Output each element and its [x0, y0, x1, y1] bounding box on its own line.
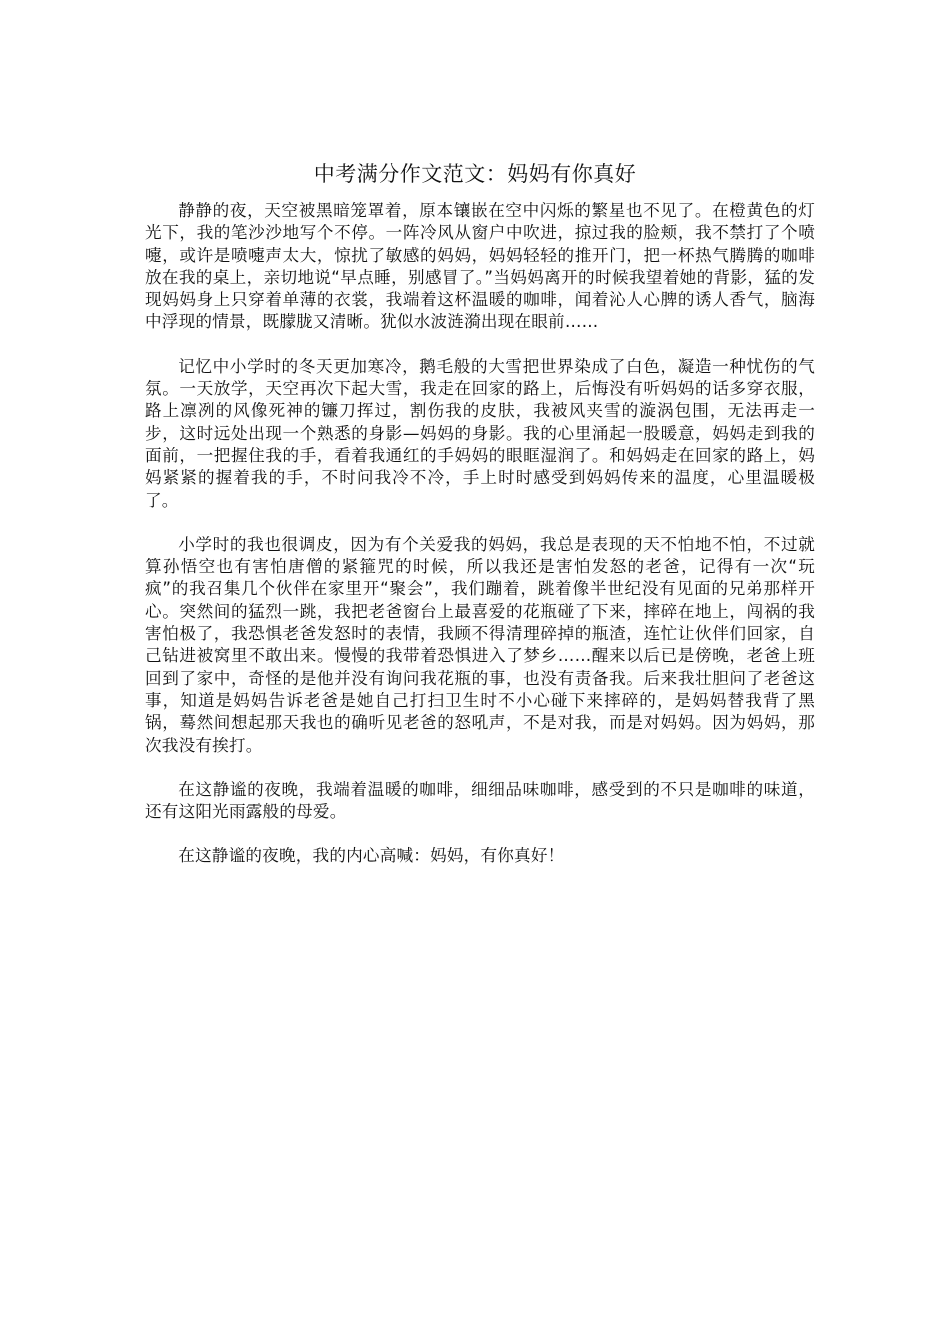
paragraph-1: 静静的夜，天空被黑暗笼罩着，原本镶嵌在空中闪烁的繁星也不见了。在橙黄色的灯光下，我的笔沙沙地写个不停。一阵冷风从窗户中吹进，掠过我的脸颊，我不禁打了个喷嚏，或许是喷嚏声太大，惊扰了敏感的妈妈，妈妈轻轻的推开门，把一杯热气腾腾的咖啡放在我的桌上，亲切地说“早点睡，别感冒了。”当妈妈离开的时候我望着她的背影，猛的发现妈妈身上只穿着单薄的衣裳，我端着这杯温暖的咖啡，闻着沁人心脾的诱人香气，脑海中浮现的情景，既朦胧又清晰。犹似水波涟漪出现在眼前…… — [145, 201, 815, 332]
document-body — [145, 200, 815, 890]
paragraph-2: 记忆中小学时的冬天更加寒冷，鹅毛般的大雪把世界染成了白色，凝造一种忧伤的气氛。一天放学，天空再次下起大雪，我走在回家的路上，后悔没有听妈妈的话多穿衣服，路上凛冽的风像死神的镰刀挥过，割伤我的皮肤，我被风夹雪的漩涡包围，无法再走一步，这时远处出现一个熟悉的身影—妈妈的身影。我的心里涌起一股暖意，妈妈走到我的面前，一把握住我的手，看着我通红的手妈妈的眼眶湿润了。和妈妈走在回家的路上，妈妈紧紧的握着我的手，不时问我冷不冷，手上时时感受到妈妈传来的温度，心里温暖极了。 — [145, 356, 815, 510]
paragraph-5: 在这静谧的夜晚，我的内心高喊：妈妈，有你真好！ — [178, 846, 565, 866]
paragraph-3: 小学时的我也很调皮，因为有个关爱我的妈妈，我总是表现的天不怕地不怕，不过就算孙悟空也有害怕唐僧的紧箍咒的时候，所以我还是害怕发怒的老爸，记得有一次“玩疯”的我召集几个伙伴在家里开“聚会”，我们蹦着，跳着像半世纪没有见面的兄弟那样开心。突然间的猛烈一跳，我把老爸窗台上最喜爱的花瓶碰了下来，摔碎在地上，闯祸的我害怕极了，我恐惧老爸发怒时的表情，我顾不得清理碎掉的瓶渣，连忙让伙伴们回家，自己钻进被窝里不敢出来。慢慢的我带着恐惧进入了梦乡……醒来以后已是傍晚，老爸上班回到了家中，奇怪的是他并没有询问我花瓶的事，也没有责备我。后来我壮胆问了老爸这事，知道是妈妈告诉老爸是她自己打扫卫生时不小心碰下来摔碎的，是妈妈替我背了黑锅，蓦然间想起那天我也的确听见老爸的怒吼声，不是对我，而是对妈妈。因为妈妈，那次我没有挨打。 — [145, 534, 815, 755]
paragraph-4: 在这静谧的夜晚，我端着温暖的咖啡，细细品味咖啡，感受到的不只是咖啡的味道，还有这阳光雨露般的母爱。 — [145, 779, 815, 822]
document-title: 中考满分作文范文：妈妈有你真好 — [313, 162, 637, 186]
